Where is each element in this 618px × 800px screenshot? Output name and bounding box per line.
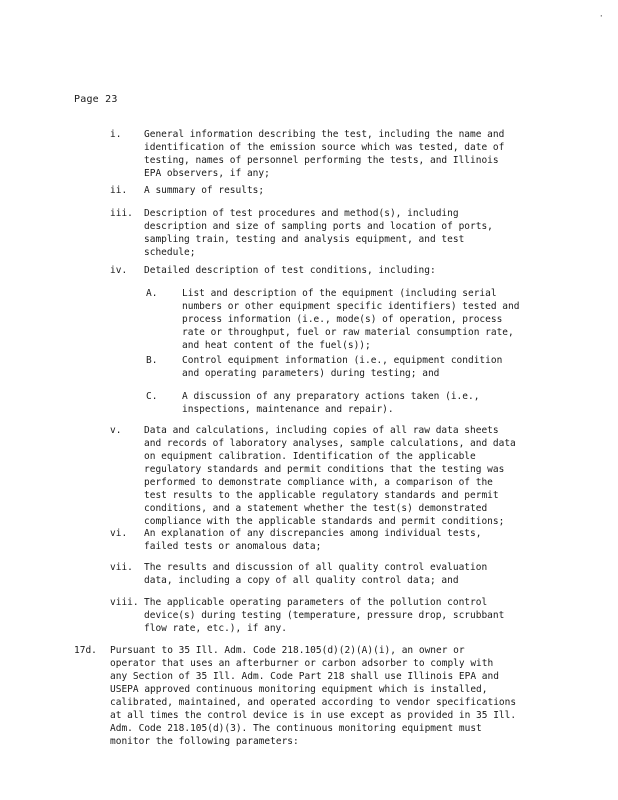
item-marker: iii.: [110, 208, 133, 219]
subitem-text: A discussion of any preparatory actions taken (i.e., inspections, maintenance and repair).: [182, 391, 480, 415]
subitem-text: Control equipment information (i.e., equipment condition and operating parameters) during testing; and: [182, 355, 503, 379]
item-marker: ii.: [110, 185, 128, 196]
item-text: The applicable operating parameters of the pollution control device(s) during testing (temperature, pressure drop, scrubbant flow rate, etc.), if any.: [144, 597, 505, 634]
subitem-text: List and description of the equipment (including serial numbers or other equipment specific identifiers) tested and process information (i.e., mode(s) of operation, process rate or throughput, fuel or raw material consumption rate, and heat content of the fuel(s));: [182, 288, 520, 351]
page-number: Page 23: [74, 94, 118, 105]
item-text: General information describing the test, including the name and identification of the emission source which was tested, date of testing, names of personnel performing the tests, and Illinois EPA observers, if any;: [144, 129, 505, 179]
item-marker: viii.: [110, 597, 139, 608]
condition-number: 17d.: [74, 645, 97, 656]
item-marker: vi.: [110, 528, 128, 539]
condition-text: Pursuant to 35 Ill. Adm. Code 218.105(d)(2)(A)(i), an owner or operator that uses an afterburner or carbon adsorber to comply with any Section of 35 Ill. Adm. Code Part 218 shall use Illinois EPA and USEPA approved continuous monitoring equipment which is installed, calibrated, maintained, and operated according to vendor specifications at all times the control device is in use except as provided in 35 Ill. Adm. Code 218.105(d)(3). The continuous monitoring equipment must monitor the following parameters:: [110, 645, 517, 747]
item-text: An explanation of any discrepancies among individual tests, failed tests or anomalous data;: [144, 528, 482, 552]
item-text: Detailed description of test conditions, including:: [144, 265, 436, 276]
subitem-marker: B.: [146, 355, 158, 366]
item-text: Description of test procedures and method(s), including description and size of sampling ports and location of ports, sampling train, testing and analysis equipment, and test schedule;: [144, 208, 493, 258]
item-text: A summary of results;: [144, 185, 265, 196]
subitem-marker: A.: [146, 288, 158, 299]
subitem-marker: C.: [146, 391, 158, 402]
item-marker: vii.: [110, 562, 133, 573]
item-marker: v.: [110, 425, 122, 436]
item-marker: iv.: [110, 265, 128, 276]
item-text: The results and discussion of all quality control evaluation data, including a copy of all quality control data; and: [144, 562, 488, 586]
item-text: Data and calculations, including copies of all raw data sheets and records of laboratory analyses, sample calculations, and data on equipment calibration. Identification of the applicable regulatory standards and permit conditions that the testing was performed to demonstrate compliance with, a comparison of the test results to the applicable regulatory standards and permit conditions, and a statement whether the test(s) demonstrated compliance with the applicable standards and permit conditions;: [144, 425, 516, 527]
item-marker: i.: [110, 129, 122, 140]
corner-mark: ·: [598, 12, 604, 22]
